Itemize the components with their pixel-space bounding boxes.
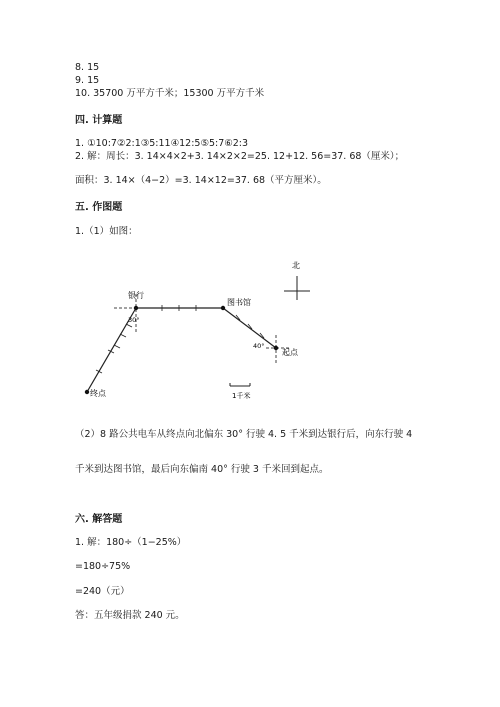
bank-point — [134, 306, 138, 310]
north-label: 北 — [292, 261, 300, 270]
section-6-l1: 1. 解：180÷（1−25%） — [75, 537, 187, 548]
end-point — [85, 390, 89, 394]
scale-label: 1千米 — [232, 392, 251, 400]
section-5-q2-line1: （2）8 路公共电车从终点向北偏东 30° 行驶 4. 5 千米到达银行后，向东行驶 4 — [75, 429, 413, 440]
section-6-title: 六. 解答题 — [75, 514, 123, 525]
section-6-l2: =180÷75% — [75, 561, 131, 572]
angle-40-label: 40° — [253, 342, 265, 350]
bank-label: 银行 — [128, 291, 144, 300]
route-library-to-start — [223, 308, 276, 348]
section-4-title: 四. 计算题 — [75, 115, 123, 126]
route-diagram — [70, 250, 370, 410]
library-label: 图书馆 — [227, 298, 251, 307]
start-label: 起点 — [282, 348, 298, 357]
section-6-l3: =240（元） — [75, 586, 130, 597]
answer-9: 9. 15 — [75, 75, 100, 86]
angle-30-label: 30° — [128, 316, 140, 324]
section-5-q2-line2: 千米到达图书馆，最后向东偏南 40° 行驶 3 千米回到起点。 — [75, 464, 329, 475]
answer-8: 8. 15 — [75, 62, 100, 73]
section-4-q1: 1. ①10:7②2:1③5:11④12:5⑤5:7⑥2:3 — [75, 138, 249, 149]
scale-bar — [230, 383, 250, 400]
section-4-q2: 2. 解：周长：3. 14×4×2+3. 14×2×2=25. 12+12. 56=37. 68（厘米）； — [75, 151, 405, 162]
section-5-q1: 1.（1）如图： — [75, 226, 138, 237]
section-4-area: 面积：3. 14×（4−2）=3. 14×12=37. 68（平方厘米）。 — [75, 175, 327, 186]
answer-10: 10. 35700 万平方千米；15300 万平方千米 — [75, 88, 265, 99]
start-point — [274, 346, 278, 350]
section-5-title: 五. 作图题 — [75, 202, 123, 213]
north-compass — [284, 260, 310, 300]
section-6-answer: 答：五年级捐款 240 元。 — [75, 610, 185, 621]
library-point — [221, 306, 225, 310]
end-label: 终点 — [90, 389, 106, 398]
